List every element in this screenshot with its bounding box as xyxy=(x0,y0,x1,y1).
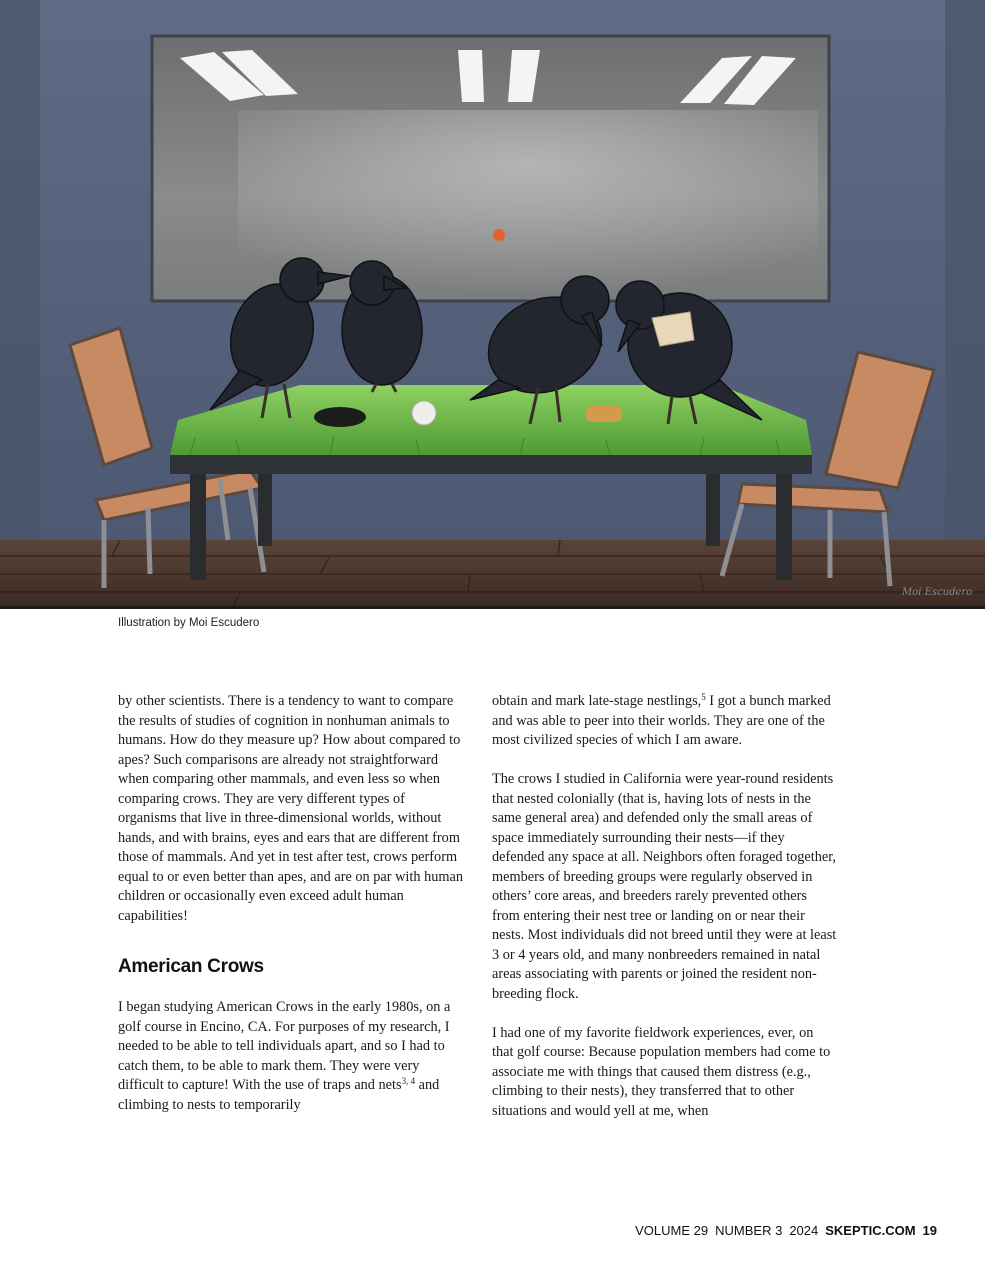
crows-illustration xyxy=(0,0,985,609)
text-column-left xyxy=(118,692,463,1115)
paragraph-text: I began studying American Crows in the early 1980s, on a golf course in Encino, CA. For purposes of my research, I needed to be able to tell individuals apart, and so I had to catch them, to be able to mark them. They were very difficult to capture! With the use of traps and nets xyxy=(118,999,451,1093)
body-paragraph: by other scientists. There is a tendency to want to compare the results of studies of cognition in nonhuman animals to humans. How do they measure up? How about compared to apes? Such comparisons are already not straightforward when comparing other mammals, and even less so when comparing crows. They are very different types of organisms that live in three-dimensional worlds, without hands, and with brains, eyes and ears that are different from those of mammals. And yet in test after test, crows perform equal to or even better than apes, and are on par with human children or occasionally even exceed adult human capabilities! xyxy=(118,693,463,924)
page-number: 19 xyxy=(922,1223,937,1238)
body-paragraph: The crows I studied in California were year-round residents that nested colonially (that is, having lots of nests in the same general area) and defended only the small areas of space immediately surrounding their nests—if they defended any space at all. Neighbors often foraged together, members of breeding groups were regularly observed in others’ core areas, and breeders rarely prevented others from entering their nest tree or landing on or near their nests. Most individuals did not breed until they were at least 3 or 4 years old, and many nonbreeders remained in natal areas associating with parents or joined the resident non-breeding flock. xyxy=(492,771,837,1002)
volume-label: VOLUME 29 xyxy=(635,1223,709,1238)
body-paragraph: I had one of my favorite fieldwork experiences, ever, on that golf course: Because population members had come to associate me with things that caused them distress (e.g., climbing to their nests), they transferred that to other situations and would yell at me, when xyxy=(492,1024,831,1119)
section-heading: American Crows xyxy=(118,956,264,977)
reference-superscript: 3, 4 xyxy=(401,1076,416,1086)
reference-superscript: 5 xyxy=(701,692,706,702)
paragraph-text: obtain and mark late-stage nestlings, xyxy=(492,693,702,709)
body-paragraph xyxy=(118,998,463,1115)
page-footer xyxy=(635,1223,937,1238)
body-paragraph xyxy=(492,692,837,751)
text-column-right xyxy=(492,692,837,1121)
illustration-caption: Illustration by Moi Escudero xyxy=(118,617,260,629)
issue-number: NUMBER 3 xyxy=(715,1223,783,1238)
artist-signature: Moi Escudero xyxy=(902,587,973,598)
site-name: SKEPTIC.COM xyxy=(825,1223,916,1238)
paragraph-text: and climbing to nests to temporarily xyxy=(118,1077,440,1113)
paragraph-text: I got a bunch marked and was able to peer into their worlds. They are one of the most civilized species of which I am aware. xyxy=(492,693,831,748)
issue-year: 2024 xyxy=(789,1223,819,1238)
